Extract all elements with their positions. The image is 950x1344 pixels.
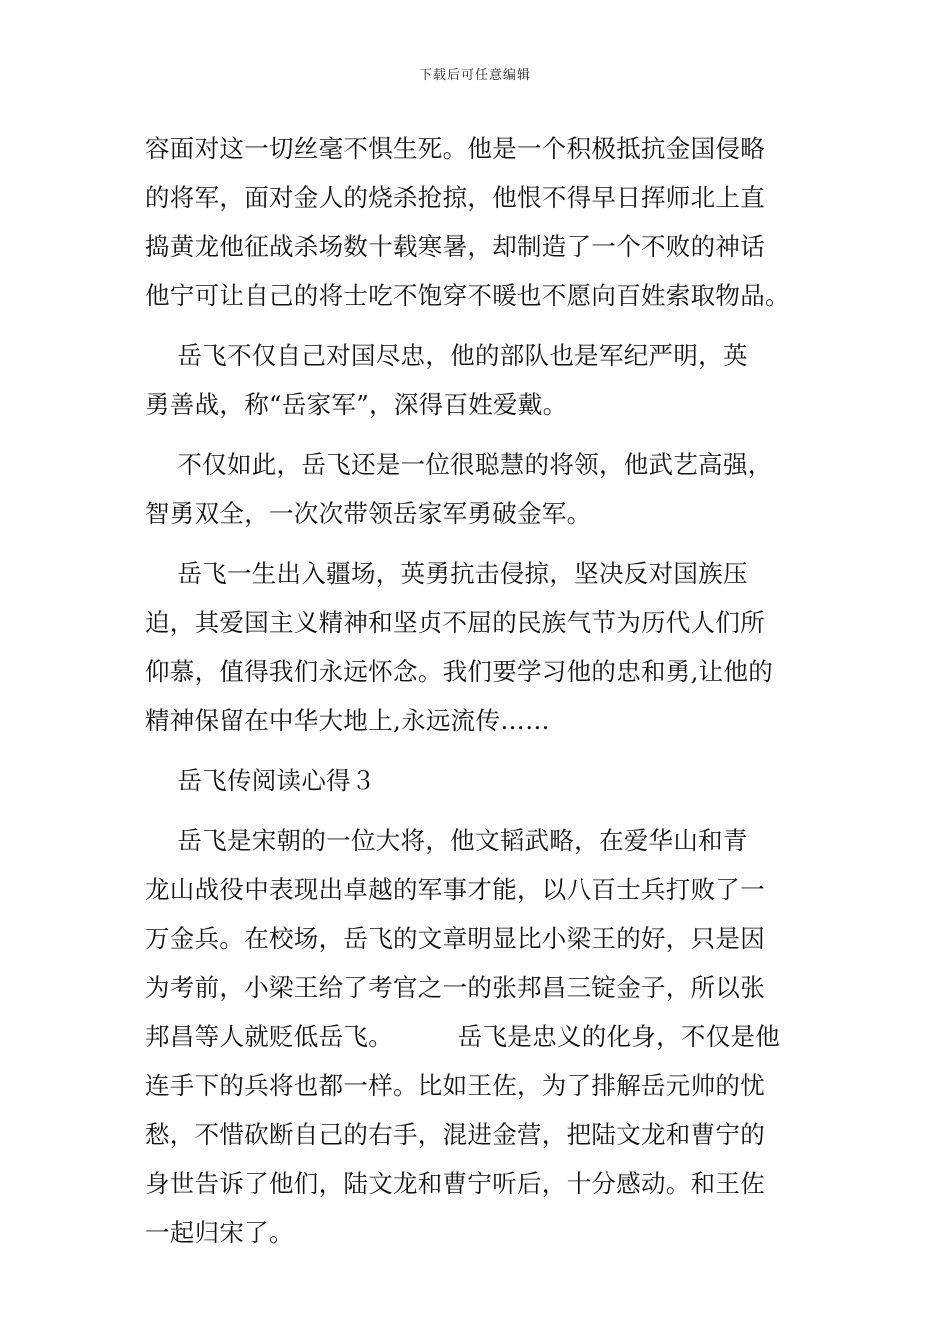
paragraph (145, 440, 830, 538)
text-line: 万金兵。在校场，岳飞的文章明显比小梁王的好，只是因 (145, 924, 765, 953)
paragraph (145, 124, 830, 320)
text-line: 他宁可让自己的将士吃不饱穿不暖也不愿向百姓索取物品。 (145, 281, 790, 310)
paragraph-gap (145, 429, 830, 440)
paragraph (145, 816, 830, 1257)
text-line: 龙山战役中表现出卓越的军事才能，以八百士兵打败了一 (145, 875, 765, 904)
paragraph-gap (145, 538, 830, 549)
text-line: 愁，不惜砍断自己的右手，混进金营，把陆文龙和曹宁的 (145, 1120, 765, 1149)
heading-line: 岳飞传阅读心得３ (145, 766, 376, 795)
text-line: 身世告诉了他们，陆文龙和曹宁听后，十分感动。和王佐 (145, 1169, 765, 1198)
text-line: 勇善战，称“岳家军”，深得百姓爱戴。 (145, 390, 568, 419)
paragraph (145, 331, 830, 429)
text-line: 岳飞不仅自己对国尽忠，他的部队也是军纪严明，英 (145, 341, 748, 370)
text-line: 的将军，面对金人的烧杀抢掠，他恨不得早日挥师北上直 (145, 183, 765, 212)
text-line: 连手下的兵将也都一样。比如王佐，为了排解岳元帅的忧 (145, 1071, 765, 1100)
text-line: 不仅如此，岳飞还是一位很聪慧的将领，他武艺高强， (145, 450, 773, 479)
paragraph (145, 549, 830, 745)
text-line: 岳飞一生出入疆场，英勇抗击侵掠，坚决反对国族压 (145, 559, 748, 588)
text-line: 精神保留在中华大地上,永远流传…… (145, 706, 550, 735)
text-line: 迫，其爱国主义精神和坚贞不屈的民族气节为历代人们所 (145, 608, 765, 637)
paragraph-gap (145, 745, 830, 756)
text-line: 捣黄龙他征战杀场数十载寒暑，却制造了一个不败的神话 (145, 232, 765, 261)
paragraph-gap (145, 320, 830, 331)
paragraph-gap (145, 805, 830, 816)
page-header: 下载后可任意编辑 (418, 68, 531, 83)
document-body (145, 124, 830, 1257)
section-heading (145, 756, 830, 805)
text-line: 岳飞是宋朝的一位大将，他文韬武略，在爱华山和青 (145, 826, 748, 855)
text-line: 容面对这一切丝毫不惧生死。他是一个积极抵抗金国侵略 (145, 134, 765, 163)
text-line: 仰慕，值得我们永远怀念。我们要学习他的忠和勇,让他的 (145, 657, 774, 686)
text-line: 为考前，小梁王给了考官之一的张邦昌三锭金子，所以张 (145, 973, 765, 1002)
text-line: 智勇双全，一次次带领岳家军勇破金军。 (145, 499, 592, 528)
text-line: 邦昌等人就贬低岳飞。 岳飞是忠义的化身，不仅是他 (145, 1022, 781, 1051)
text-line: 一起归宋了。 (145, 1218, 294, 1247)
